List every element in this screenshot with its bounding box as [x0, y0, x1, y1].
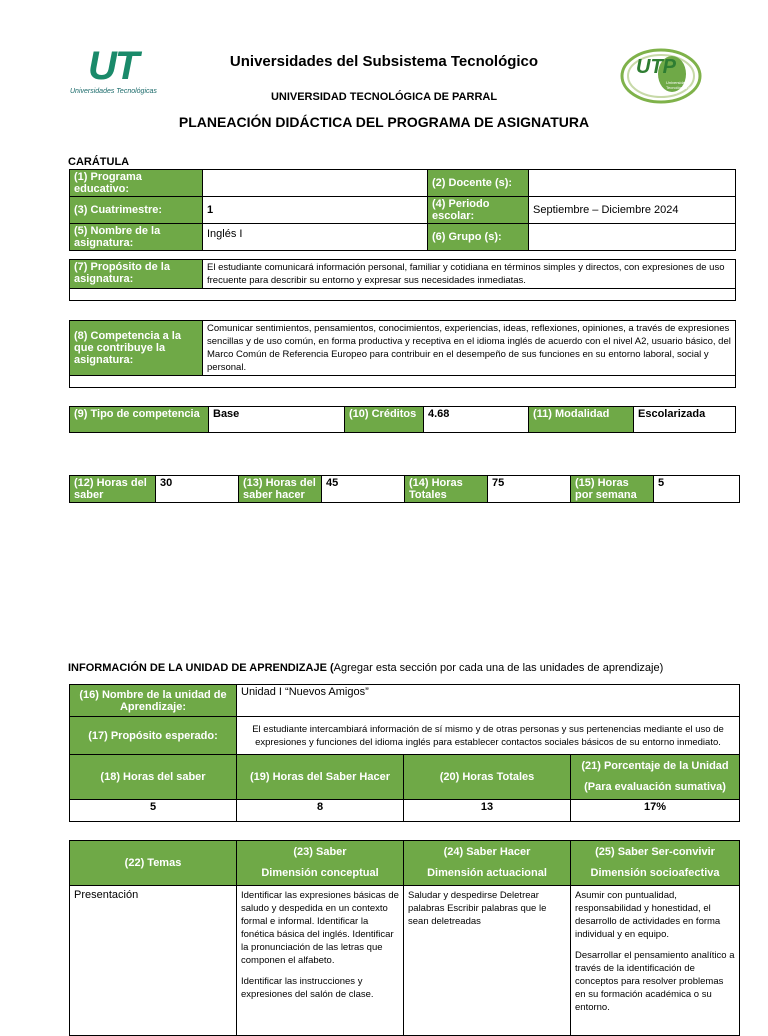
porcentaje-header: [571, 755, 740, 800]
temas-header: (22) Temas: [70, 841, 237, 886]
utp-logo-caption: Universidad Tecnológica de Parral: [666, 80, 693, 95]
docente-value: [529, 170, 736, 197]
competencia-label: (8) Competencia a la que contribuye la asignatura:: [70, 321, 203, 376]
competencia-table: [69, 320, 736, 388]
saber-paragraph-2: Identificar las instrucciones y expresiones del salón de clase.: [241, 976, 374, 1000]
proposito-empty-row: [70, 289, 736, 301]
tipo-value: Base: [209, 407, 345, 433]
unidad-horas-saber-value: 5: [70, 800, 237, 822]
saber-header: [237, 841, 404, 886]
docente-label: (2) Docente (s):: [428, 170, 529, 197]
grupo-value: [529, 224, 736, 251]
saber-hacer-cell: Saludar y despedirse Deletrear palabras Escribir palabras que le sean deletreadas: [404, 886, 571, 1036]
competencia-value: Comunicar sentimientos, pensamientos, conocimientos, experiencias, ideas, reflexiones, opiniones, a través de expresiones sencillas y de uso común, en forma productiva y receptiva en el idioma inglés de acuerdo con el nivel A2, usuario básico, del Marco Común de Referencia Europeo para contribuir en el desempeño de sus funciones en su entorno laboral, social y personal.: [203, 321, 736, 376]
saber-ser-header-line1: (25) Saber Ser-convivir: [595, 846, 715, 858]
saber-ser-header: [571, 841, 740, 886]
horas-saber-header: (18) Horas del saber: [70, 755, 237, 800]
unidad-nombre-label: (16) Nombre de la unidad de Aprendizaje:: [70, 685, 237, 717]
creditos-value: 4.68: [424, 407, 529, 433]
tipo-label: (9) Tipo de competencia: [70, 407, 209, 433]
unidad-heading-note: Agregar esta sección por cada una de las unidades de aprendizaje): [333, 662, 664, 674]
modalidad-value: Escolarizada: [634, 407, 736, 433]
horas-semana-label: (15) Horas por semana: [571, 476, 654, 503]
horas-totales-label: (14) Horas Totales: [405, 476, 488, 503]
caratula-heading: CARÁTULA: [68, 156, 130, 168]
saber-paragraph-1: Identificar las expresiones básicas de saludo y despedida en un contexto formal e informal. Identificar la fonética básica del inglés. Identificar la pronunciación de las letras que componen el alfabeto.: [241, 890, 399, 966]
saber-hacer-header-line2: Dimensión actuacional: [427, 867, 547, 879]
horas-hacer-value: 45: [322, 476, 405, 503]
tema-cell: Presentación: [70, 886, 237, 1036]
asignatura-value: Inglés I: [203, 224, 428, 251]
cuatrimestre-value: 1: [203, 197, 428, 224]
saber-ser-header-line2: Dimensión socioafectiva: [590, 867, 720, 879]
horas-totales-value: 75: [488, 476, 571, 503]
document-title: PLANEACIÓN DIDÁCTICA DEL PROGRAMA DE ASIGNATURA: [178, 114, 590, 130]
periodo-label: (4) Periodo escolar:: [428, 197, 529, 224]
horas-saber-label: (12) Horas del saber: [70, 476, 156, 503]
porcentaje-header-line2: (Para evaluación sumativa): [584, 781, 726, 793]
horas-totales-header: (20) Horas Totales: [404, 755, 571, 800]
grupo-label: (6) Grupo (s):: [428, 224, 529, 251]
unidad-nombre-value: Unidad I “Nuevos Amigos”: [237, 685, 740, 717]
modalidad-label: (11) Modalidad: [529, 407, 634, 433]
utp-logo: [620, 48, 702, 104]
ut-logo: [68, 44, 184, 100]
saber-hacer-header-line1: (24) Saber Hacer: [443, 846, 531, 858]
unidad-table: [69, 684, 740, 822]
horas-saber-hacer-header: (19) Horas del Saber Hacer: [237, 755, 404, 800]
utp-logo-mark: UTP: [636, 56, 676, 78]
unidad-heading: [68, 662, 663, 674]
unidad-horas-hacer-value: 8: [237, 800, 404, 822]
saber-hacer-header: [404, 841, 571, 886]
ut-logo-mark: UT: [88, 44, 138, 88]
horas-table: [69, 475, 740, 503]
cuatrimestre-label: (3) Cuatrimestre:: [70, 197, 203, 224]
saber-ser-cell: [571, 886, 740, 1036]
horas-hacer-label: (13) Horas del saber hacer: [239, 476, 322, 503]
proposito-label: (7) Propósito de la asignatura:: [70, 260, 203, 289]
horas-semana-value: 5: [654, 476, 740, 503]
university-name: UNIVERSIDAD TECNOLÓGICA DE PARRAL: [270, 91, 498, 103]
porcentaje-header-line1: (21) Porcentaje de la Unidad: [581, 760, 729, 772]
proposito-table: [69, 259, 736, 301]
programa-label: (1) Programa educativo:: [70, 170, 203, 197]
unidad-proposito-value: El estudiante intercambiará información de sí mismo y de otras personas y sus pertenencias mediante el uso de expresiones y funciones del idioma inglés para establecer contactos sociales básicos de su entorno inmediato.: [237, 717, 740, 755]
caratula-table: [69, 169, 736, 251]
programa-value: [203, 170, 428, 197]
periodo-value: Septiembre – Diciembre 2024: [529, 197, 736, 224]
competencia-empty-row: [70, 376, 736, 388]
saber-ser-paragraph-1: Asumir con puntualidad, responsabilidad y honestidad, el desarrollo de actividades en forma individual y en equipo.: [575, 890, 721, 940]
ut-logo-caption: Universidades Tecnológicas: [70, 88, 157, 95]
horas-saber-value: 30: [156, 476, 239, 503]
asignatura-label: (5) Nombre de la asignatura:: [70, 224, 203, 251]
unidad-porcentaje-value: 17%: [571, 800, 740, 822]
saber-header-line1: (23) Saber: [293, 846, 347, 858]
unidad-heading-main: INFORMACIÓN DE LA UNIDAD DE APRENDIZAJE (: [68, 662, 334, 674]
page-title: Universidades del Subsistema Tecnológico: [229, 53, 539, 70]
saber-header-line2: Dimensión conceptual: [261, 867, 379, 879]
tipo-table: [69, 406, 736, 433]
proposito-value: El estudiante comunicará información personal, familiar y cotidiana en términos simples y directos, con expresiones de uso frecuente para describir su entorno y expresar sus necesidades inmediatas.: [203, 260, 736, 289]
unidad-proposito-label: (17) Propósito esperado:: [70, 717, 237, 755]
temas-table: [69, 840, 740, 1036]
creditos-label: (10) Créditos: [345, 407, 424, 433]
saber-ser-paragraph-2: Desarrollar el pensamiento analítico a través de la identificación de conceptos para resolver problemas en su formación académica o su entorno.: [575, 950, 735, 1013]
unidad-horas-totales-value: 13: [404, 800, 571, 822]
saber-cell: [237, 886, 404, 1036]
